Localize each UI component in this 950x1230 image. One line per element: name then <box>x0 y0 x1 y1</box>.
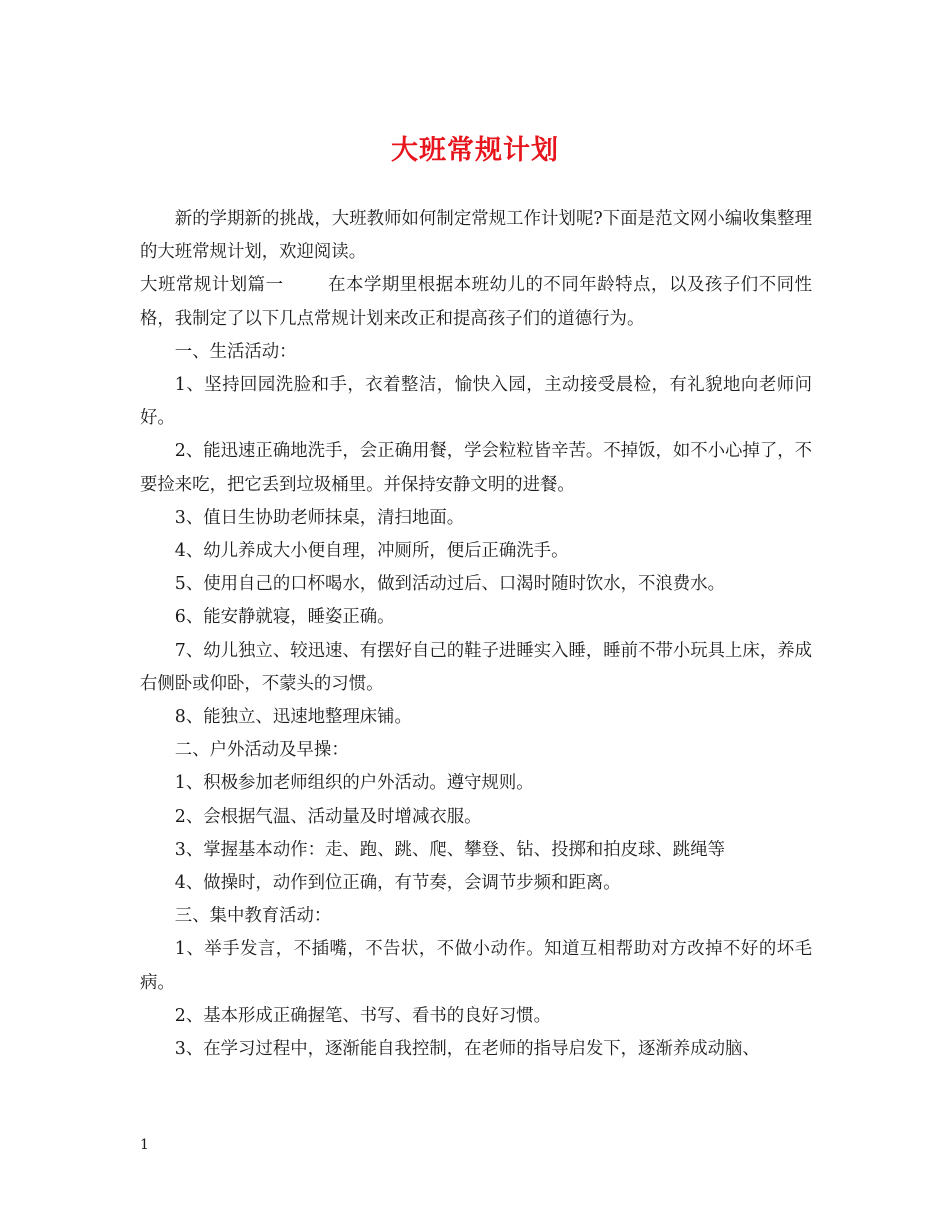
heading-outdoor-activities: 二、户外活动及早操： <box>174 740 349 761</box>
section-label: 大班常规计划篇一 <box>140 275 284 296</box>
document-body <box>140 203 812 1066</box>
list-item: 4、幼儿养成大小便自理，冲厕所，便后正确洗手。 <box>174 541 569 562</box>
section-text: 在本学期里根据本班幼儿的不同年龄特点，以及孩子们不同性格，我制定了以下几点常规计划来改正和提高孩子们的道德行为。 <box>140 275 812 329</box>
page-number: 1 <box>140 1137 149 1153</box>
list-item: 1、积极参加老师组织的户外活动。遵守规则。 <box>174 773 534 794</box>
list-item: 3、掌握基本动作：走、跑、跳、爬、攀登、钻、投掷和拍皮球、跳绳等 <box>174 839 725 860</box>
section-paragraph <box>140 269 812 335</box>
list-item: 3、值日生协助老师抹桌，清扫地面。 <box>174 507 465 528</box>
list-item: 6、能安静就寝，睡姿正确。 <box>174 607 395 628</box>
list-item: 4、做操时，动作到位正确，有节奏，会调节步频和距离。 <box>174 873 621 894</box>
list-item: 2、能迅速正确地洗手，会正确用餐，学会粒粒皆辛苦。不掉饭，如不小心掉了，不要捡来吃，把它丢到垃圾桶里。并保持安静文明的进餐。 <box>140 441 812 495</box>
list-item: 2、基本形成正确握笔、书写、看书的良好习惯。 <box>174 1005 552 1026</box>
heading-group-education: 三、集中教育活动： <box>174 906 332 927</box>
list-item: 1、坚持回园洗脸和手，衣着整洁，愉快入园，主动接受晨检，有礼貌地向老师问好。 <box>140 375 812 429</box>
heading-life-activities: 一、生活活动： <box>174 341 297 362</box>
list-item: 5、使用自己的口杯喝水，做到活动过后、口渴时随时饮水，不浪费水。 <box>174 574 725 595</box>
list-item: 8、能独立、迅速地整理床铺。 <box>174 707 412 728</box>
list-item: 3、在学习过程中，逐渐能自我控制，在老师的指导启发下，逐渐养成动脑、 <box>174 1039 760 1060</box>
document-title: 大班常规计划 <box>391 135 559 166</box>
list-item: 2、会根据气温、活动量及时增减衣服。 <box>174 806 482 827</box>
intro-paragraph: 新的学期新的挑战，大班教师如何制定常规工作计划呢?下面是范文网小编收集整理的大班常规计划，欢迎阅读。 <box>140 209 812 263</box>
list-item: 1、举手发言，不插嘴，不告状，不做小动作。知道互相帮助对方改掉不好的坏毛病。 <box>140 939 812 993</box>
list-item: 7、幼儿独立、较迅速、有摆好自己的鞋子进睡实入睡，睡前不带小玩具上床，养成右侧卧或仰卧，不蒙头的习惯。 <box>140 640 812 694</box>
